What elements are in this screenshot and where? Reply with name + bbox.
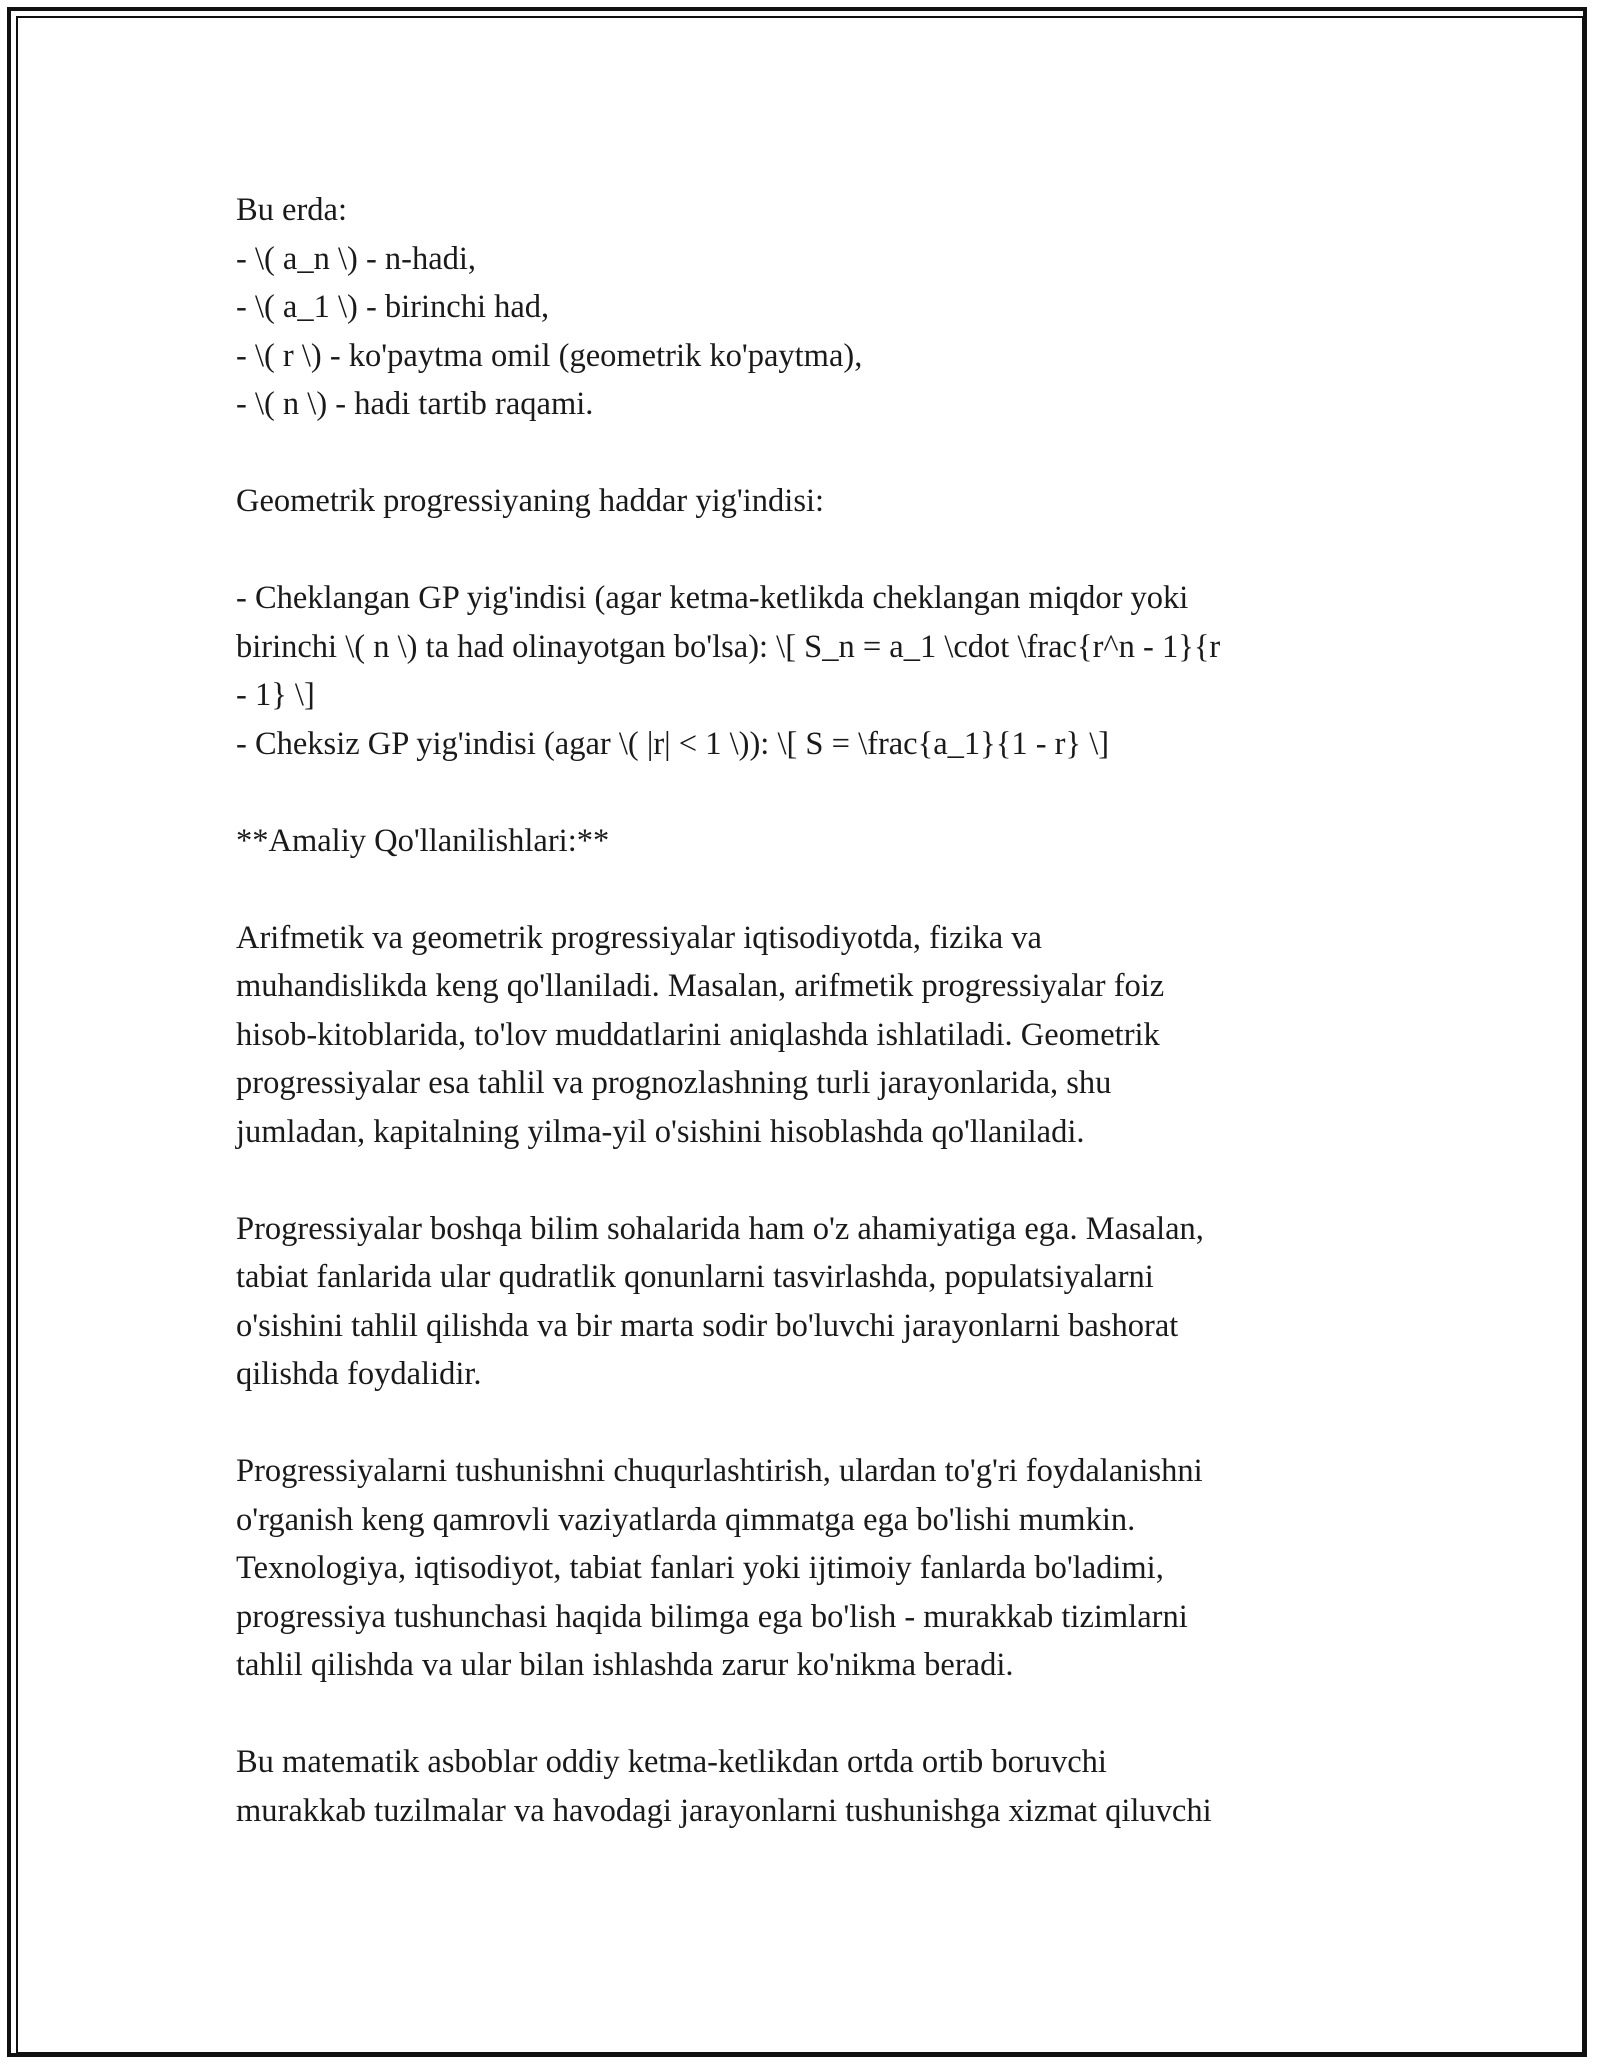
paragraph-line: Texnologiya, iqtisodiyot, tabiat fanlari yoki ijtimoiy fanlarda bo'ladimi, xyxy=(236,1550,1164,1586)
paragraph-1 xyxy=(236,914,1356,1157)
definition-item: - \( a_1 \) - birinchi had, xyxy=(236,289,550,325)
paragraph-2 xyxy=(236,1205,1356,1399)
paragraph-4 xyxy=(236,1738,1356,1835)
sum-heading-block xyxy=(236,477,1356,526)
paragraph-line: progressiya tushunchasi haqida bilimga ega bo'lish - murakkab tizimlarni xyxy=(236,1598,1188,1635)
finite-sum-line: - Cheklangan GP yig'indisi (agar ketma-ketlikda cheklangan miqdor yoki xyxy=(236,580,1189,616)
definition-item: - \( r \) - ko'paytma omil (geometrik ko'paytma), xyxy=(236,337,863,374)
paragraph-line: qilishda foydalidir. xyxy=(236,1356,482,1392)
paragraph-line: Bu matematik asboblar oddiy ketma-ketlikdan ortda ortib boruvchi xyxy=(236,1744,1107,1780)
paragraph-line: Arifmetik va geometrik progressiyalar iqtisodiyotda, fizika va xyxy=(236,919,1042,956)
definitions-heading: Bu erda: xyxy=(236,192,348,228)
paragraph-line: murakkab tuzilmalar va havodagi jarayonlarni tushunishga xizmat qiluvchi xyxy=(236,1792,1212,1829)
paragraph-line: jumladan, kapitalning yilma-yil o'sishini hisoblashda qo'llaniladi. xyxy=(236,1113,1085,1150)
paragraph-3 xyxy=(236,1447,1356,1690)
paragraph-line: tabiat fanlarida ular qudratlik qonunlarni tasvirlashda, populatsiyalarni xyxy=(236,1259,1154,1295)
paragraph-line: o'sishini tahlil qilishda va bir marta sodir bo'luvchi jarayonlarni bashorat xyxy=(236,1307,1179,1344)
paragraph-line: tahlil qilishda va ular bilan ishlashda zarur ko'nikma beradi. xyxy=(236,1647,1014,1683)
sum-heading: Geometrik progressiyaning haddar yig'indisi: xyxy=(236,483,825,519)
paragraph-line: muhandislikda keng qo'llaniladi. Masalan, arifmetik progressiyalar foiz xyxy=(236,968,1165,1004)
infinite-sum-line: - Cheksiz GP yig'indisi (agar \( |r| < 1 \)): \[ S = \frac{a_1}{1 - r} \] xyxy=(236,725,1110,762)
paragraph-line: o'rganish keng qamrovli vaziyatlarda qimmatga ega bo'lishi mumkin. xyxy=(236,1501,1136,1538)
definition-item: - \( a_n \) - n-hadi, xyxy=(236,240,477,277)
paragraph-line: hisob-kitoblarida, to'lov muddatlarini aniqlashda ishlatiladi. Geometrik xyxy=(236,1016,1160,1053)
finite-sum-line: - 1} \] xyxy=(236,677,315,713)
definitions-block xyxy=(236,186,1356,429)
paragraph-line: progressiyalar esa tahlil va prognozlashning turli jarayonlarida, shu xyxy=(236,1065,1112,1101)
paragraph-line: Progressiyalarni tushunishni chuqurlashtirish, ulardan to'g'ri foydalanishni xyxy=(236,1453,1203,1489)
sum-formulas-block xyxy=(236,574,1356,768)
paragraph-line: Progressiyalar boshqa bilim sohalarida ham o'z ahamiyatiga ega. Masalan, xyxy=(236,1210,1204,1247)
applications-heading-block xyxy=(236,817,1356,866)
applications-heading: **Amaliy Qo'llanilishlari:** xyxy=(236,822,610,859)
definition-item: - \( n \) - hadi tartib raqami. xyxy=(236,386,594,422)
finite-sum-line: birinchi \( n \) ta had olinayotgan bo'lsa): \[ S_n = a_1 \cdot \frac{r^n - 1}{r xyxy=(236,628,1221,665)
document-body xyxy=(236,186,1356,1884)
